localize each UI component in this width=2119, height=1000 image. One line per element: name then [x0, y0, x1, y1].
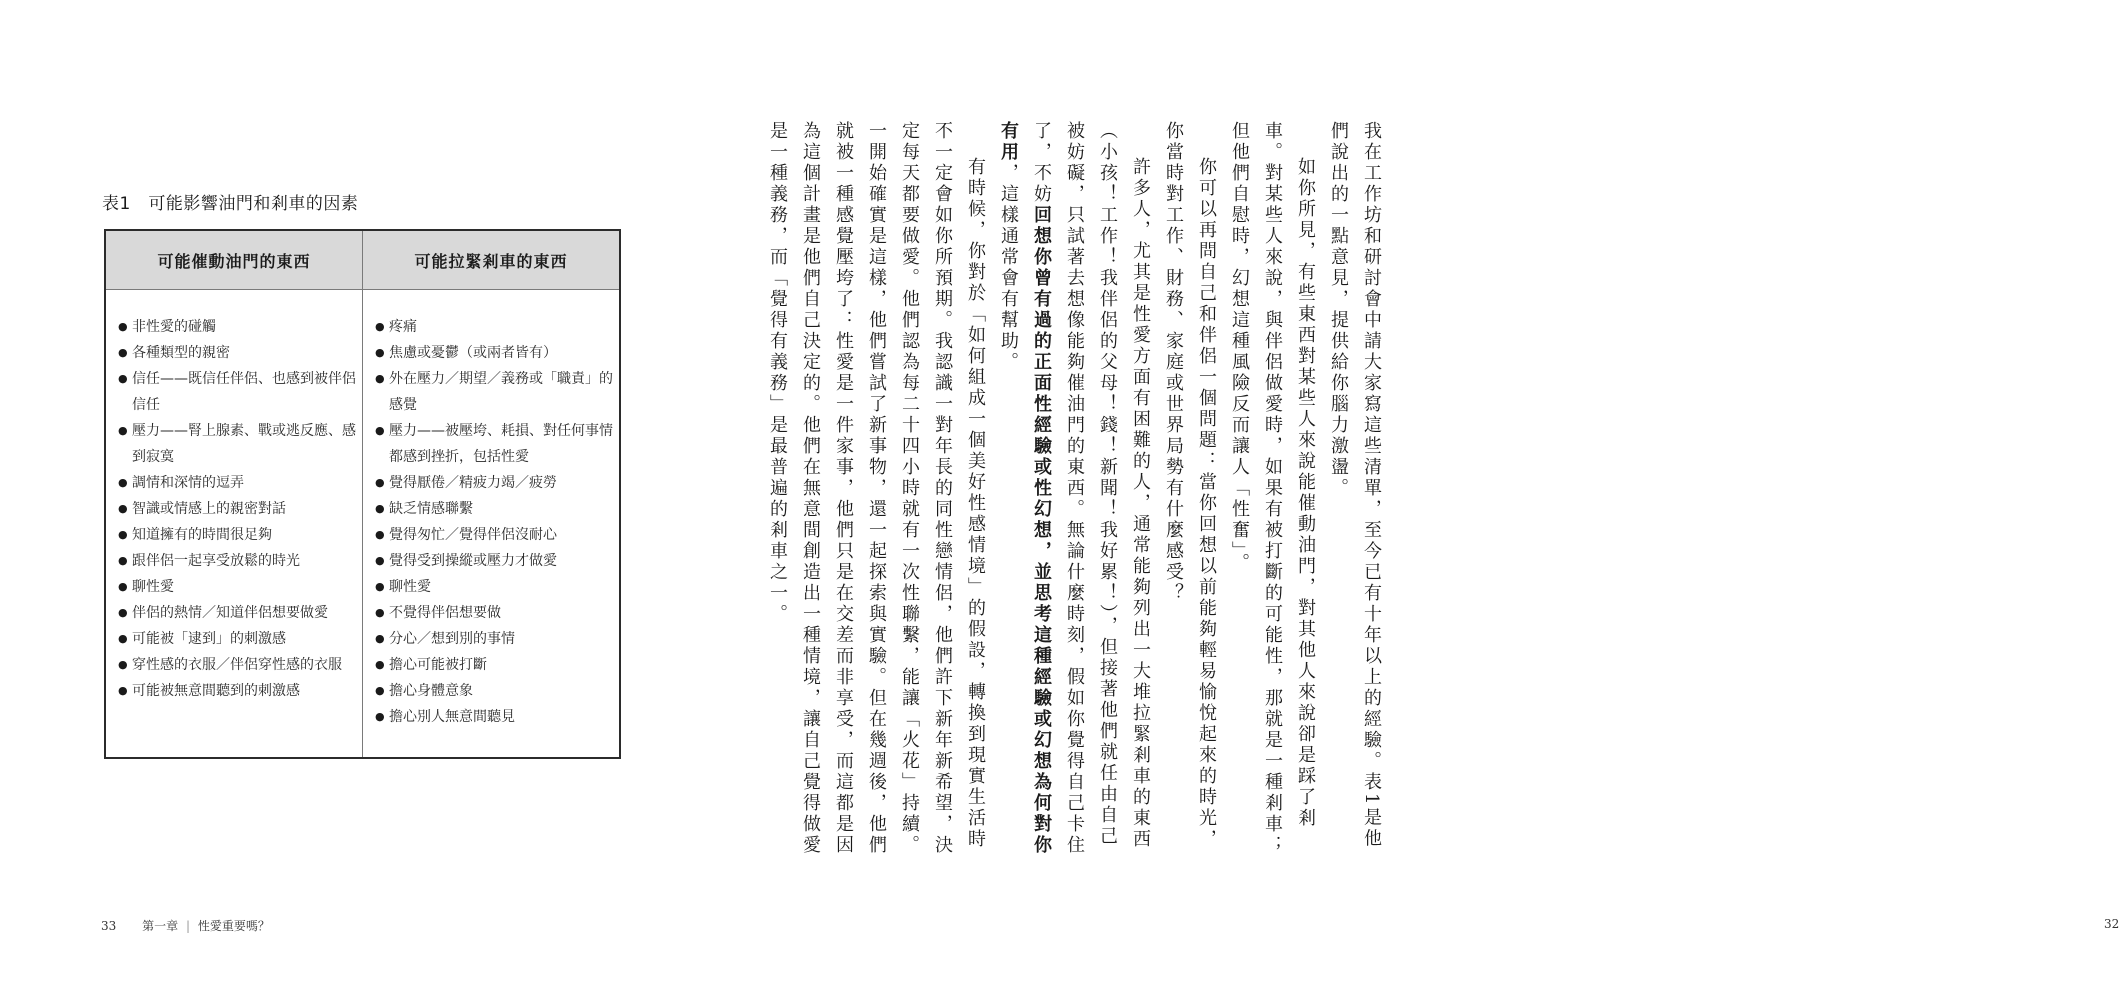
- body-paragraph: [1157, 121, 1223, 861]
- body-paragraph: [761, 121, 992, 861]
- right-page-number: 32: [2104, 917, 2119, 931]
- accelerator-item: ● 穿性感的衣服／伴侶穿性感的衣服: [118, 652, 356, 678]
- accelerator-item: ● 壓力——腎上腺素、戰或逃反應、感到寂寞: [118, 418, 356, 470]
- accelerator-item: ● 信任——既信任伴侶、也感到被伴侶信任: [118, 366, 356, 418]
- accelerator-item: ● 伴侶的熱情／知道伴侶想要做愛: [118, 600, 356, 626]
- accelerator-item: ● 各種類型的親密: [118, 340, 356, 366]
- right-page: [739, 0, 2119, 1000]
- brake-item: ● 擔心可能被打斷: [375, 652, 613, 678]
- brake-column-header: 可能拉緊剎車的東西: [414, 251, 568, 271]
- paragraph-text: 你可以再問自己和伴侶一個問題：當你回想以前能夠輕易愉悅起來的時光，你當時對工作、財務、家庭或世界局勢有什麼感受？: [1163, 121, 1217, 850]
- body-paragraph: [1322, 121, 1388, 861]
- table-header: [106, 231, 619, 290]
- body-paragraph: [992, 121, 1157, 861]
- left-page-footer: [101, 917, 270, 934]
- accelerator-item: ● 聊性愛: [118, 574, 356, 600]
- footer-separator: |: [185, 919, 190, 933]
- brake-item: ● 不覺得伴侶想要做: [375, 600, 613, 626]
- accelerator-column: [106, 290, 363, 757]
- accelerator-column-header: 可能催動油門的東西: [106, 231, 363, 289]
- accelerator-item: ● 智識或情感上的親密對話: [118, 496, 356, 522]
- factor-table: [104, 229, 621, 759]
- emphasized-text: 回想你曾有過的正面性經驗或性幻想，並思考這種經驗或幻想為何對你有用: [998, 121, 1052, 856]
- accelerator-item: ● 跟伴侶一起享受放鬆的時光: [118, 548, 356, 574]
- accelerator-item: ● 調情和深情的逗弄: [118, 470, 356, 496]
- left-page-number: 33: [101, 919, 117, 933]
- brake-item: ● 疼痛: [375, 314, 613, 340]
- brake-item: ● 覺得厭倦／精疲力竭／疲勞: [375, 470, 613, 496]
- paragraph-text: 有時候，你對於「如何組成一個美好性感情境」的假設，轉換到現實生活時不一定會如你所預期。我認識一對年長的同性戀情侶，他們許下新年新希望，決定每天都要做愛。他們認為每二十四小時就有一次性聯繫，能讓「火花」持續。一開始確實是這樣，他們嘗試了新事物，還一起探索與實驗。但在幾週後，他們就被一種感覺壓垮了：性愛是一件家事，他們只是在交差而非享受，而這都是因為這個計畫是他們自己決定的。他們在無意間創造出一種情境，讓自己覺得做愛是一種義務，而「覺得有義務」是最普遍的剎車之一。: [767, 121, 986, 856]
- paragraph-text: ，這樣通常會有幫助。: [998, 163, 1019, 373]
- accelerator-item: ● 非性愛的碰觸: [118, 314, 356, 340]
- chapter-title: 性愛重要嗎？: [197, 919, 270, 933]
- brake-item: ● 擔心別人無意間聽見: [375, 704, 613, 730]
- brake-column: [363, 290, 619, 757]
- accelerator-item: ● 知道擁有的時間很足夠: [118, 522, 356, 548]
- table-body: [106, 290, 619, 757]
- brake-item: ● 焦慮或憂鬱（或兩者皆有）: [375, 340, 613, 366]
- paragraph-text: 我在工作坊和研討會中請大家寫這些清單，至今已有十年以上的經驗。表1是他們說出的一點意見，提供給你腦力激盪。: [1328, 121, 1382, 850]
- body-text: [761, 121, 1388, 861]
- paragraph-text: 許多人，尤其是性愛方面有困難的人，通常能夠列出一大堆拉緊剎車的東西（小孩！工作！我伴侶的父母！錢！新聞！我好累！），但接著他們就任由自己被妨礙，只試著去想像能夠催油門的東西。無論什麼時刻，假如你覺得自己卡住了，不妨: [1031, 121, 1151, 856]
- accelerator-item: ● 可能被「逮到」的刺激感: [118, 626, 356, 652]
- paragraph-text: 如你所見，有些東西對某些人來說能催動油門，對其他人來說卻是踩了剎車。對某些人來說，與伴侶做愛時，如果有被打斷的可能性，那就是一種剎車；但他們自慰時，幻想這種風險反而讓人「性奮」。: [1229, 121, 1316, 856]
- brake-item: ● 缺乏情感聯繫: [375, 496, 613, 522]
- brake-item: ● 聊性愛: [375, 574, 613, 600]
- brake-item: ● 擔心身體意象: [375, 678, 613, 704]
- chapter-label: 第一章: [142, 919, 179, 933]
- body-paragraph: [1223, 121, 1322, 861]
- brake-item: ● 壓力——被壓垮、耗損、對任何事情都感到挫折，包括性愛: [375, 418, 613, 470]
- accelerator-list: [118, 314, 356, 704]
- brake-item: ● 分心／想到別的事情: [375, 626, 613, 652]
- brake-item: ● 覺得匆忙／覺得伴侶沒耐心: [375, 522, 613, 548]
- left-page: [0, 0, 739, 1000]
- brake-list: [375, 314, 613, 730]
- accelerator-item: ● 可能被無意間聽到的刺激感: [118, 678, 356, 704]
- brake-item: ● 覺得受到操縱或壓力才做愛: [375, 548, 613, 574]
- table-caption: 表1 可能影響油門和剎車的因素: [102, 194, 359, 214]
- brake-item: ● 外在壓力／期望／義務或「職責」的感覺: [375, 366, 613, 418]
